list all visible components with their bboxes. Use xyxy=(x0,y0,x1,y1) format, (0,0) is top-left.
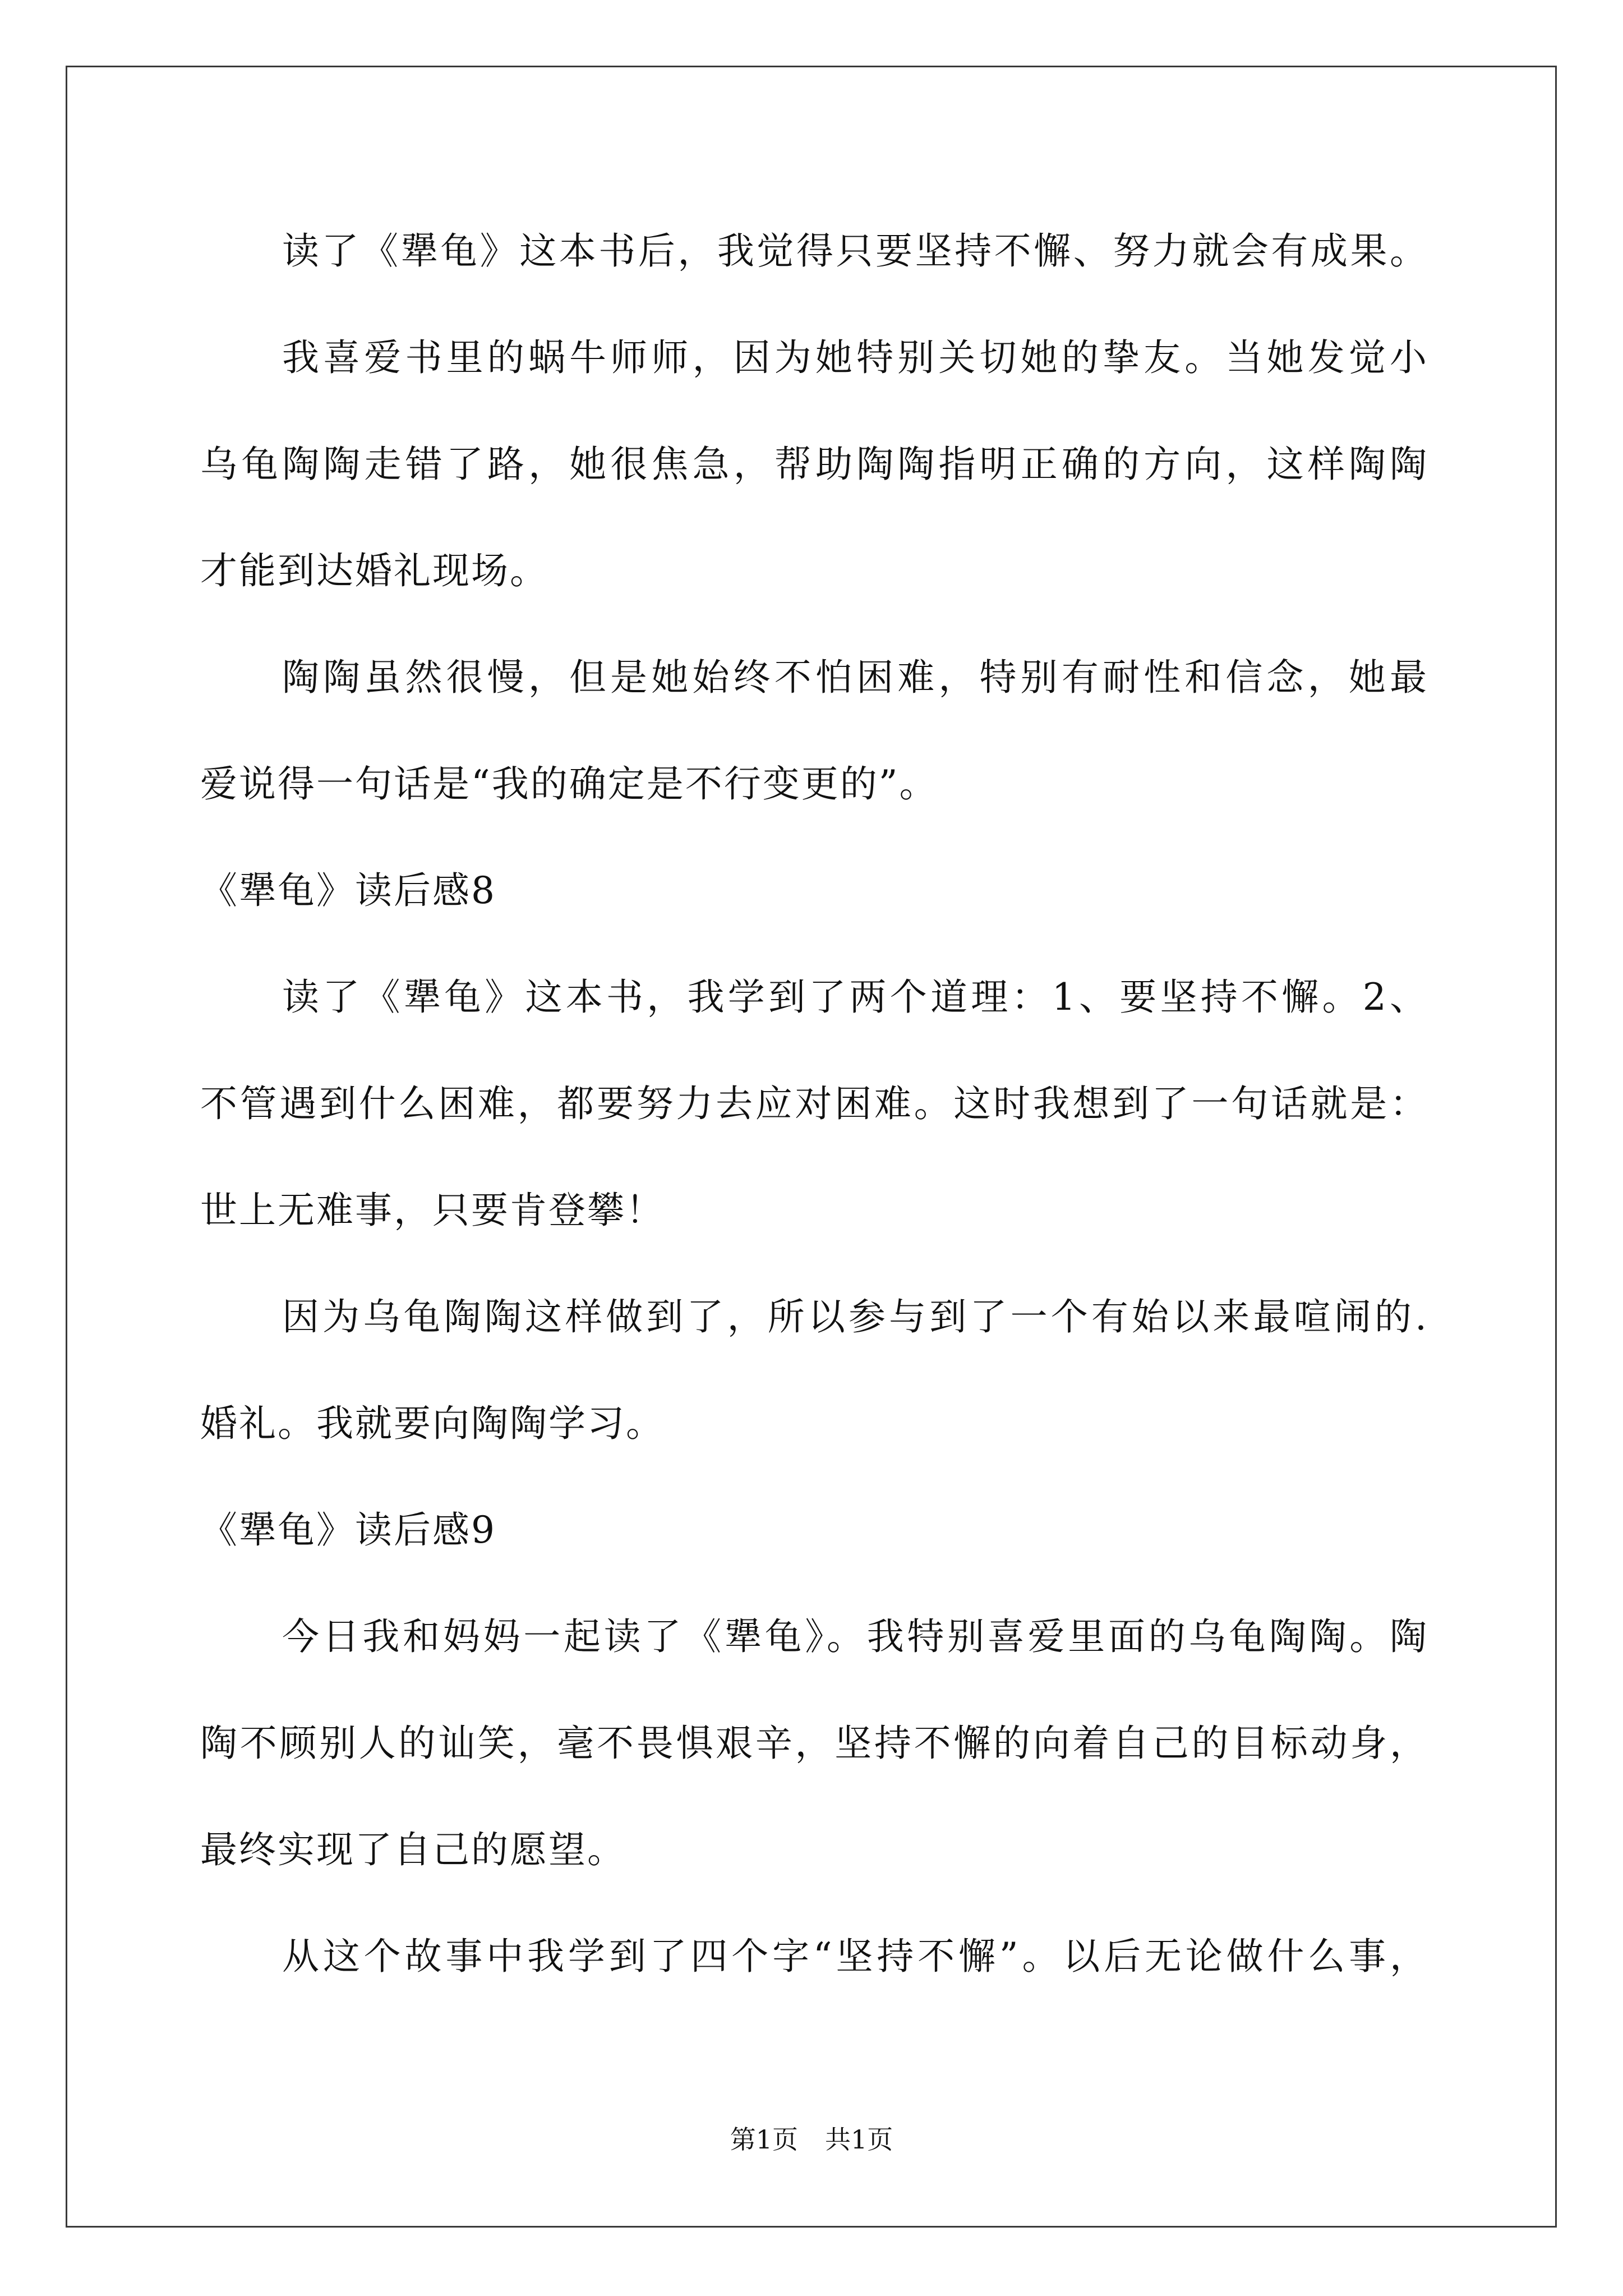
page-footer xyxy=(0,2123,1623,2156)
section-heading: 《犟龟》读后感8 xyxy=(200,869,496,912)
paragraph-line: 爱说得一句话是“我的确定是不行变更的”。 xyxy=(200,762,938,806)
paragraph xyxy=(200,1264,1428,1477)
paragraph-line: 陶不顾别人的讪笑，毫不畏惧艰辛，坚持不懈的向着自己的目标动身， xyxy=(200,1722,1428,1765)
paragraph-line: 世上无难事，只要肯登攀！ xyxy=(200,1189,665,1232)
paragraph xyxy=(200,1903,1428,2010)
paragraph-line: 不管遇到什么困难，都要努力去应对困难。这时我想到了一句话就是： xyxy=(200,1082,1428,1125)
section-heading: 《犟龟》读后感9 xyxy=(200,1508,496,1552)
document-body xyxy=(200,198,1428,2010)
paragraph-line: 读了《犟龟》这本书后，我觉得只要坚持不懈、努力就会有成果。 xyxy=(282,229,1428,273)
paragraph xyxy=(200,1584,1428,1903)
paragraph xyxy=(200,198,1428,305)
paragraph-line: 陶陶虽然很慢，但是她始终不怕困难，特别有耐性和信念，她最 xyxy=(282,656,1428,699)
paragraph-line: 我喜爱书里的蜗牛师师，因为她特别关切她的挚友。当她发觉小 xyxy=(282,336,1428,379)
paragraph-line: 乌龟陶陶走错了路，她很焦急，帮助陶陶指明正确的方向，这样陶陶 xyxy=(200,443,1428,486)
paragraph-line: 读了《犟龟》这本书，我学到了两个道理：1、要坚持不懈。2、 xyxy=(282,976,1428,1019)
paragraph-line: 因为乌龟陶陶这样做到了，所以参与到了一个有始以来最喧闹的. xyxy=(282,1295,1428,1338)
paragraph xyxy=(200,624,1428,838)
page-number: 第1页 xyxy=(730,2124,798,2155)
paragraph-line: 从这个故事中我学到了四个字“坚持不懈”。以后无论做什么事， xyxy=(282,1935,1428,1978)
paragraph-line: 婚礼。我就要向陶陶学习。 xyxy=(200,1402,665,1445)
paragraph-line: 才能到达婚礼现场。 xyxy=(200,549,548,592)
paragraph-line: 今日我和妈妈一起读了《犟龟》。我特别喜爱里面的乌龟陶陶。陶 xyxy=(282,1615,1428,1658)
paragraph xyxy=(200,944,1428,1264)
paragraph-line: 最终实现了自己的愿望。 xyxy=(200,1828,626,1871)
page-total: 共1页 xyxy=(825,2124,893,2155)
paragraph xyxy=(200,305,1428,624)
